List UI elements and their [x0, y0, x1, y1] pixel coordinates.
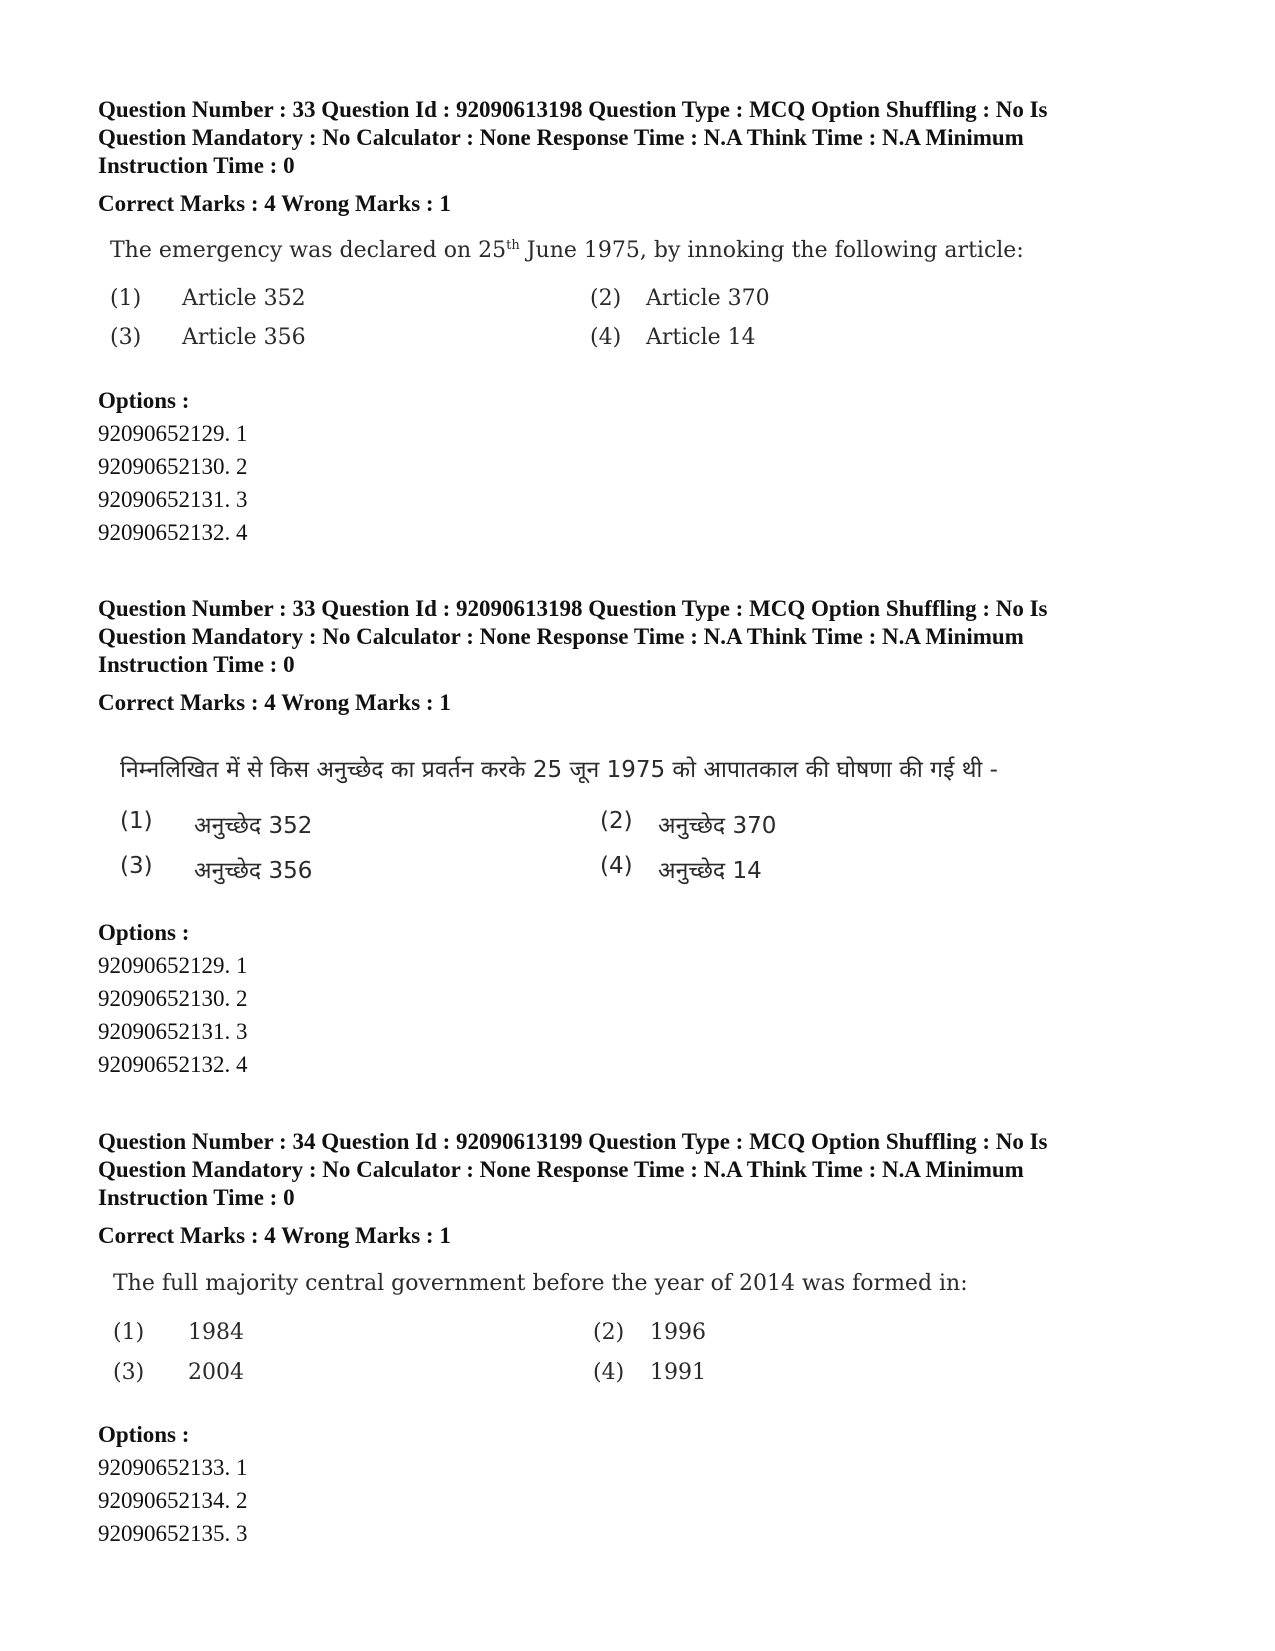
- meta-line: Instruction Time : 0: [98, 153, 295, 178]
- marks-line: Correct Marks : 4 Wrong Marks : 1: [98, 1223, 451, 1248]
- choice-number: (2): [600, 808, 633, 834]
- options-label: Options :: [98, 388, 190, 413]
- meta-line: Question Number : 34 Question Id : 92090613199 Question Type : MCQ Option Shuffling : No Is: [98, 1129, 1048, 1154]
- choice-number: (3): [113, 1360, 145, 1385]
- choice-number: (1): [110, 286, 142, 311]
- option-item: 92090652131. 3: [98, 1019, 248, 1044]
- option-item: 92090652132. 4: [98, 520, 248, 545]
- question-meta: [98, 96, 1178, 180]
- choice-number: (4): [600, 853, 633, 879]
- choice-text: Article 356: [182, 325, 306, 350]
- options-label: Options :: [98, 1422, 190, 1447]
- question-text: [110, 238, 1024, 263]
- meta-line: Question Mandatory : No Calculator : None Response Time : N.A Think Time : N.A Minimum: [98, 1157, 1024, 1182]
- meta-line: Question Mandatory : No Calculator : None Response Time : N.A Think Time : N.A Minimum: [98, 624, 1024, 649]
- question-meta: [98, 595, 1178, 679]
- marks-line: Correct Marks : 4 Wrong Marks : 1: [98, 690, 451, 715]
- choice-text: Article 370: [646, 286, 770, 311]
- question-text-part: The emergency was declared on 25: [110, 238, 507, 263]
- choice-text: अनुच्छेद 356: [194, 858, 313, 884]
- meta-line: Instruction Time : 0: [98, 1185, 295, 1210]
- choice-number: (1): [113, 1320, 145, 1345]
- ordinal-superscript: th: [506, 238, 520, 253]
- option-item: 92090652129. 1: [98, 953, 248, 978]
- choice-number: (1): [120, 808, 153, 834]
- choice-text: अनुच्छेद 14: [658, 858, 762, 884]
- choice-text: Article 352: [182, 286, 306, 311]
- choice-text: अनुच्छेद 352: [194, 813, 313, 839]
- choice-text: 1996: [650, 1320, 706, 1345]
- option-item: 92090652129. 1: [98, 421, 248, 446]
- choice-text: 1991: [650, 1360, 706, 1385]
- choice-text: 2004: [188, 1360, 244, 1385]
- choice-text: 1984: [188, 1320, 244, 1345]
- choice-number: (2): [590, 286, 622, 311]
- choice-text: अनुच्छेद 370: [658, 813, 777, 839]
- choice-number: (4): [590, 325, 622, 350]
- choice-text: Article 14: [646, 325, 756, 350]
- options-label: Options :: [98, 920, 190, 945]
- question-text-part: June 1975, by innoking the following article:: [519, 238, 1024, 263]
- option-item: 92090652135. 3: [98, 1521, 248, 1546]
- question-text: निम्नलिखित में से किस अनुच्छेद का प्रवर्तन करके 25 जून 1975 को आपातकाल की घोषणा की गई थी -: [120, 757, 998, 783]
- option-item: 92090652133. 1: [98, 1455, 248, 1480]
- option-item: 92090652130. 2: [98, 986, 248, 1011]
- choice-number: (4): [593, 1360, 625, 1385]
- marks-line: Correct Marks : 4 Wrong Marks : 1: [98, 191, 451, 216]
- choice-number: (2): [593, 1320, 625, 1345]
- choice-number: (3): [110, 325, 142, 350]
- meta-line: Question Number : 33 Question Id : 92090613198 Question Type : MCQ Option Shuffling : No Is: [98, 97, 1048, 122]
- option-item: 92090652130. 2: [98, 454, 248, 479]
- option-item: 92090652134. 2: [98, 1488, 248, 1513]
- meta-line: Question Number : 33 Question Id : 92090613198 Question Type : MCQ Option Shuffling : No Is: [98, 596, 1048, 621]
- meta-line: Question Mandatory : No Calculator : None Response Time : N.A Think Time : N.A Minimum: [98, 125, 1024, 150]
- meta-line: Instruction Time : 0: [98, 652, 295, 677]
- choice-number: (3): [120, 853, 153, 879]
- question-meta: [98, 1128, 1178, 1212]
- question-text: The full majority central government before the year of 2014 was formed in:: [113, 1271, 968, 1296]
- option-item: 92090652131. 3: [98, 487, 248, 512]
- option-item: 92090652132. 4: [98, 1052, 248, 1077]
